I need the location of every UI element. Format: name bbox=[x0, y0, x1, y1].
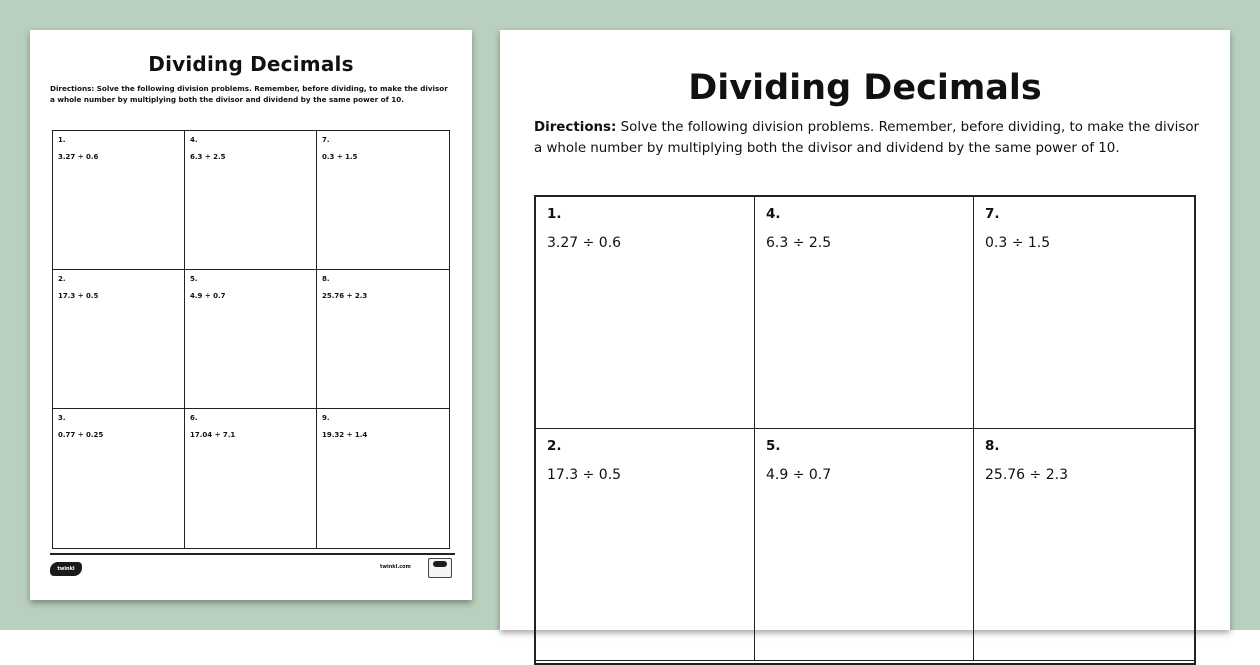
problem-number: 2. bbox=[547, 438, 562, 454]
problem-expression: 6.3 ÷ 2.5 bbox=[766, 235, 832, 251]
problem-expression: 17.3 ÷ 0.5 bbox=[547, 467, 622, 483]
problem-cell bbox=[53, 131, 185, 270]
problem-expression: 3.27 ÷ 0.6 bbox=[547, 235, 622, 251]
problem-expression: 0.3 ÷ 1.5 bbox=[985, 235, 1051, 251]
problem-cell bbox=[185, 270, 317, 409]
problem-number: 2. bbox=[58, 275, 66, 283]
problem-grid bbox=[534, 195, 1196, 665]
worksheet-title: Dividing Decimals bbox=[688, 68, 1042, 108]
problem-number: 7. bbox=[322, 136, 330, 144]
problem-cell bbox=[53, 270, 185, 409]
problem-expression: 0.3 ÷ 1.5 bbox=[322, 153, 358, 161]
problem-grid bbox=[52, 130, 450, 549]
problem-number: 1. bbox=[547, 206, 562, 222]
worksheet-preview-small bbox=[30, 30, 472, 600]
problem-cell bbox=[536, 197, 755, 429]
problem-expression: 25.76 ÷ 2.3 bbox=[322, 292, 368, 300]
problem-number: 6. bbox=[190, 414, 198, 422]
problem-cell bbox=[317, 270, 449, 409]
problem-cell bbox=[185, 409, 317, 548]
problem-number: 5. bbox=[190, 275, 198, 283]
directions-label: Directions: bbox=[50, 84, 95, 93]
problem-expression: 6.3 ÷ 2.5 bbox=[190, 153, 226, 161]
problem-number: 4. bbox=[766, 206, 781, 222]
problem-expression: 17.3 ÷ 0.5 bbox=[58, 292, 99, 300]
problem-cell bbox=[53, 409, 185, 548]
problem-cell bbox=[755, 429, 974, 661]
worksheet-preview-large bbox=[500, 30, 1230, 630]
quality-badge-icon bbox=[428, 558, 452, 578]
problem-expression: 0.77 ÷ 0.25 bbox=[58, 431, 104, 439]
problem-cell bbox=[755, 197, 974, 429]
directions-text: Solve the following division problems. Remember, before dividing, to make the divisor a whole number by multiplying both the divisor and dividend by the same power of 10. bbox=[534, 120, 1200, 156]
problem-cell bbox=[317, 131, 449, 270]
brand-logo: twinkl bbox=[50, 562, 82, 576]
problem-number: 7. bbox=[985, 206, 1000, 222]
problem-expression: 4.9 ÷ 0.7 bbox=[190, 292, 226, 300]
problem-expression: 25.76 ÷ 2.3 bbox=[985, 467, 1068, 483]
problem-number: 5. bbox=[766, 438, 781, 454]
footer-divider bbox=[50, 553, 455, 555]
problem-cell bbox=[185, 131, 317, 270]
problem-number: 8. bbox=[322, 275, 330, 283]
problem-number: 8. bbox=[985, 438, 1000, 454]
problem-expression: 3.27 ÷ 0.6 bbox=[58, 153, 99, 161]
problem-number: 1. bbox=[58, 136, 66, 144]
website-url: twinkl.com bbox=[380, 564, 411, 570]
problem-number: 4. bbox=[190, 136, 198, 144]
problem-cell bbox=[974, 429, 1194, 661]
problem-expression: 4.9 ÷ 0.7 bbox=[766, 467, 832, 483]
problem-expression: 17.04 ÷ 7.1 bbox=[190, 431, 236, 439]
problem-expression: 19.32 ÷ 1.4 bbox=[322, 431, 368, 439]
problem-cell bbox=[317, 409, 449, 548]
problem-number: 9. bbox=[322, 414, 330, 422]
directions-text: Solve the following division problems. Remember, before dividing, to make the divisor a whole number by multiplying both the divisor and dividend by the same power of 10. bbox=[50, 84, 448, 104]
directions-label: Directions: bbox=[534, 120, 617, 135]
problem-cell bbox=[536, 429, 755, 661]
directions bbox=[534, 117, 1204, 159]
worksheet-title: Dividing Decimals bbox=[148, 52, 354, 76]
problem-number: 3. bbox=[58, 414, 66, 422]
problem-cell bbox=[974, 197, 1194, 429]
directions bbox=[50, 83, 455, 105]
